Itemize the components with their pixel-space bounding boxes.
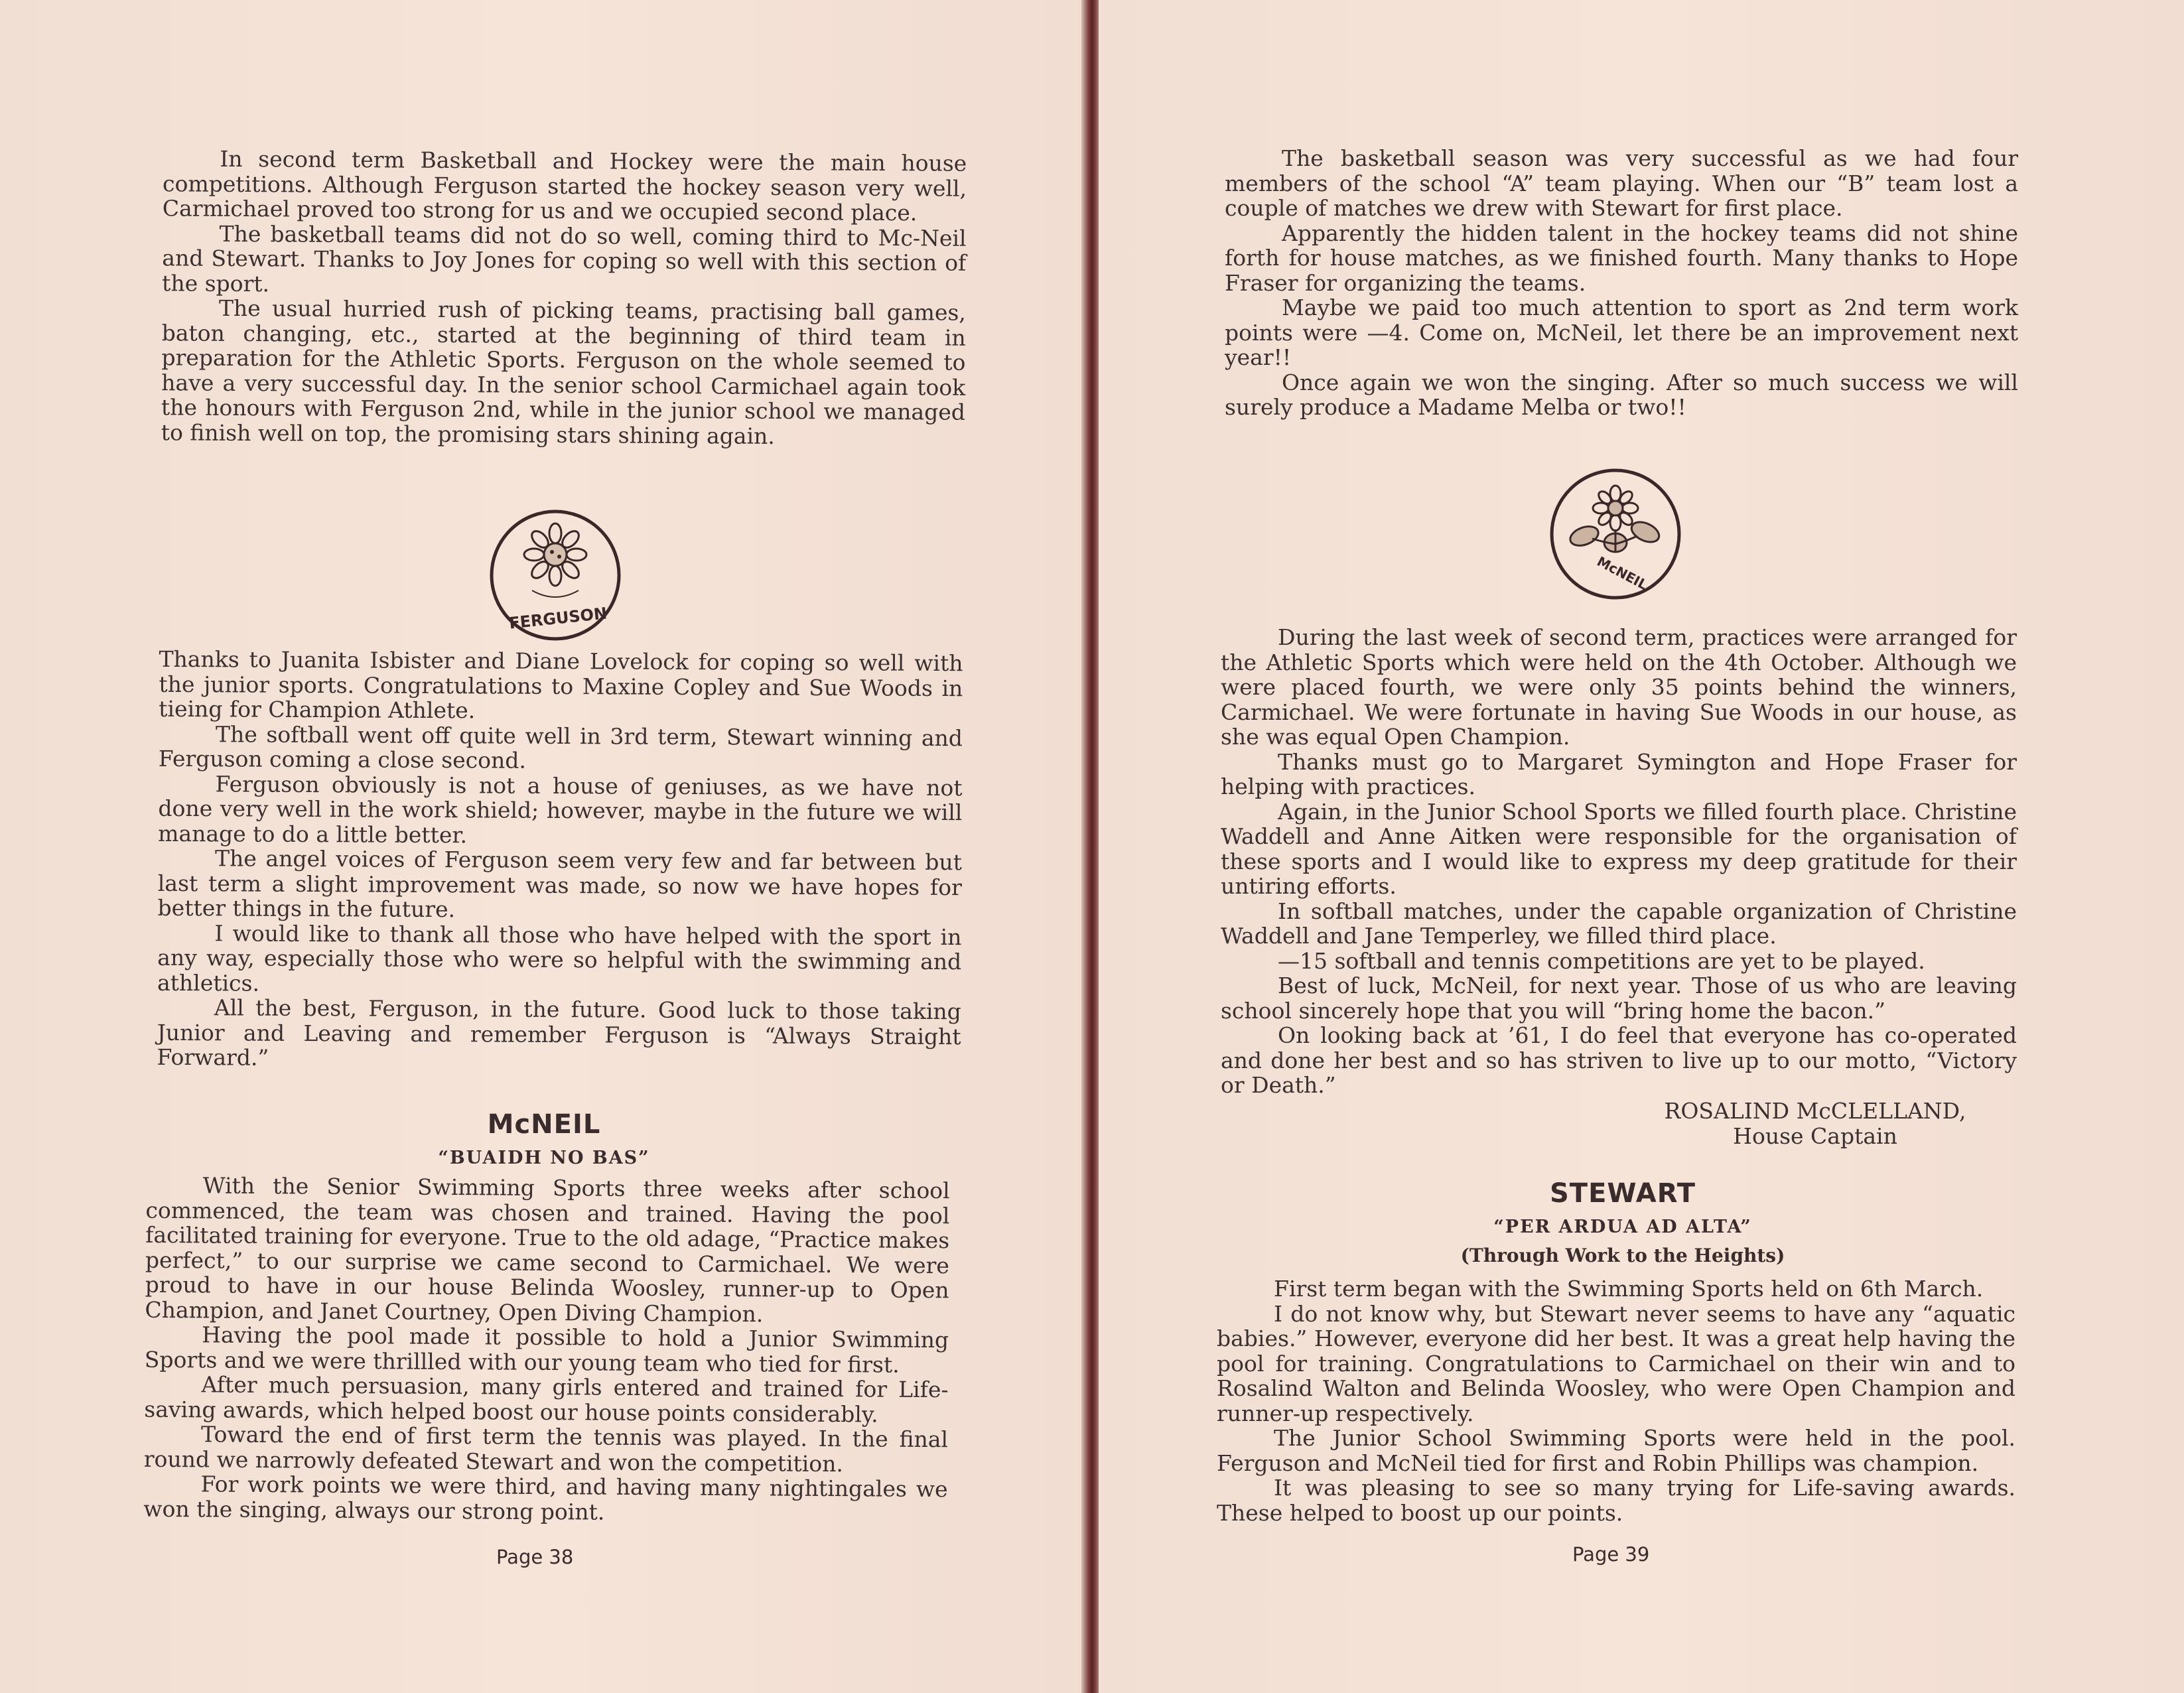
paragraph: In second term Basketball and Hockey were the main house competitions. Although Ferguson started the hockey season very well, Carmichael proved too strong for us and we occupied second place. [162,145,967,226]
mcneil-motto: “BUAIDH NO BAS” [438,1148,650,1168]
left-top-text [161,146,967,449]
paragraph: It was pleasing to see so many trying for Life-saving awards. These helped to boost up our points. [1217,1475,2015,1526]
ferguson-emblem-icon [484,504,626,646]
mcneil-emblem-label: McNEIL [1594,553,1651,593]
left-bottom-text [143,1173,950,1526]
paragraph: The softball went off quite well in 3rd term, Stewart winning and Ferguson coming a close second. [158,720,963,774]
paragraph: Thanks must go to Margaret Symington and Hope Fraser for helping with practices. [1221,748,2017,799]
right-top-text [1225,146,2018,420]
paragraph: —15 softball and tennis competitions are yet to be played. [1278,947,1925,974]
paragraph: I would like to thank all those who have helped with the sport in any way, especially those who were so helpful with the swimming and athletics. [157,919,962,996]
paragraph: The usual hurried rush of picking teams, practising ball games, baton changing, etc., started at the beginning of third team in preparation for the Athletic Sports. Ferguson on the whole seemed to have a very successful day. In the senior school Carmichael again took the honours with Ferguson 2nd, while in the junior school we managed to finish well on top, the promising stars shining again. [161,295,966,449]
paragraph: Maybe we paid too much attention to sport as 2nd term work points were —4. Come on, McNeil, let there be an improvement next year!! [1225,295,2018,370]
paragraph: In softball matches, under the capable organization of Christine Waddell and Jane Temperley, we filled third place. [1221,898,2017,949]
paragraph: For work points we were third, and having many nightingales we won the singing, always our strong point. [143,1471,948,1525]
left-middle-text [157,647,963,1074]
paragraph: I do not know why, but Stewart never seems to have any “aquatic babies.” However, everyone did her best. It was a great help having the pool for training. Congratulations to Carmichael on their win and to Rosalind Walton and Belinda Woosley, who were Open Champion and runner-up respectively. [1217,1300,2015,1426]
paragraph: The basketball teams did not do so well, coming third to Mc-Neil and Stewart. Thanks to Joy Jones for coping so well with this section of the sport. [162,220,967,297]
right-bottom-text [1217,1276,2015,1525]
signoff-name: ROSALIND McCLELLAND, [1664,1098,1966,1124]
paragraph: Best of luck, McNeil, for next year. Those of us who are leaving school sincerely hope that you will “bring home the bacon.” [1221,973,2017,1024]
mcneil-heading: McNEIL [487,1109,601,1140]
signoff-title: House Captain [1733,1123,1897,1149]
stewart-motto: “PER ARDUA AD ALTA” [1493,1217,1752,1237]
page-number: Page 38 [496,1546,574,1568]
paragraph: The angel voices of Ferguson seem very few and far between but last term a slight improvement was made, so now we have hopes for better things in the future. [157,845,963,923]
ferguson-emblem-label: FERGUSON [508,604,608,633]
paragraph: Ferguson obviously is not a house of geniuses, as we have not done very well in the work shield; however, maybe in the future we will manage to do a little better. [158,770,963,848]
paragraph: Apparently the hidden talent in the hockey teams did not shine forth for house matches, as we finished fourth. Many thanks to Hope Fraser for organizing the teams. [1225,220,2018,296]
paragraph: The Junior School Swimming Sports were held in the pool. Ferguson and McNeil tied for first and Robin Phillips was champion. [1217,1425,2015,1476]
signoff [1643,1099,1988,1149]
paragraph: After much persuasion, many girls entered and trained for Life-saving awards, which helped boost our house points considerably. [144,1371,949,1427]
paragraph: First term began with the Swimming Sports held on 6th March. [1274,1276,1984,1302]
paragraph: Again, in the Junior School Sports we filled fourth place. Christine Waddell and Anne Aitken were responsible for the organisation of these sports and I would like to express my deep gratitude for their untiring efforts. [1221,798,2017,899]
paragraph: Having the pool made it possible to hold a Junior Swimming Sports and we were thrillled with our young team who tied for first. [144,1321,949,1378]
paragraph: All the best, Ferguson, in the future. Good luck to those taking Junior and Leaving and remember Ferguson is “Always Straight Forward.” [157,994,961,1071]
page-number: Page 39 [1572,1543,1650,1566]
right-middle-text [1221,625,2017,1098]
stewart-heading: STEWART [1550,1178,1696,1209]
paragraph: The basketball season was very successful as we had four members of the school “A” team playing. When our “B” team lost a couple of matches we drew with Stewart for first place. [1225,145,2018,221]
paragraph: On looking back at ’61, I do feel that everyone has co-operated and done her best and so has striven to live up to our motto, “Victory or Death.” [1221,1022,2017,1098]
mcneil-emblem-icon [1546,464,1685,604]
paragraph: With the Senior Swimming Sports three weeks after school commenced, the team was chosen and trained. Having the pool facilitated training for everyone. True to the old adage, “Practice makes perfect,” to our surprise we came second to Carmichael. We were proud to have in our house Belinda Woosley, runner-up to Open Champion, and Janet Courtney, Open Diving Champion. [145,1172,950,1327]
right-page [1099,0,2184,1693]
stewart-subtitle: (Through Work to the Heights) [1460,1245,1785,1266]
paragraph: Once again we won the singing. After so much success we will surely produce a Madame Melba or two!! [1225,369,2018,420]
left-page [0,0,1085,1693]
paragraph: Toward the end of first term the tennis was played. In the final round we narrowly defeated Stewart and won the competition. [143,1421,949,1477]
paragraph: Thanks to Juanita Isbister and Diane Lovelock for coping so well with the junior sports. Congratulations to Maxine Copley and Sue Woods in tieing for Champion Athlete. [159,645,963,724]
paragraph: During the last week of second term, practices were arranged for the Athletic Sports which were held on the 4th October. Although we were placed fourth, we were only 35 points behind the winners, Carmichael. We were fortunate in having Sue Woods in our house, as she was equal Open Champion. [1221,624,2017,750]
